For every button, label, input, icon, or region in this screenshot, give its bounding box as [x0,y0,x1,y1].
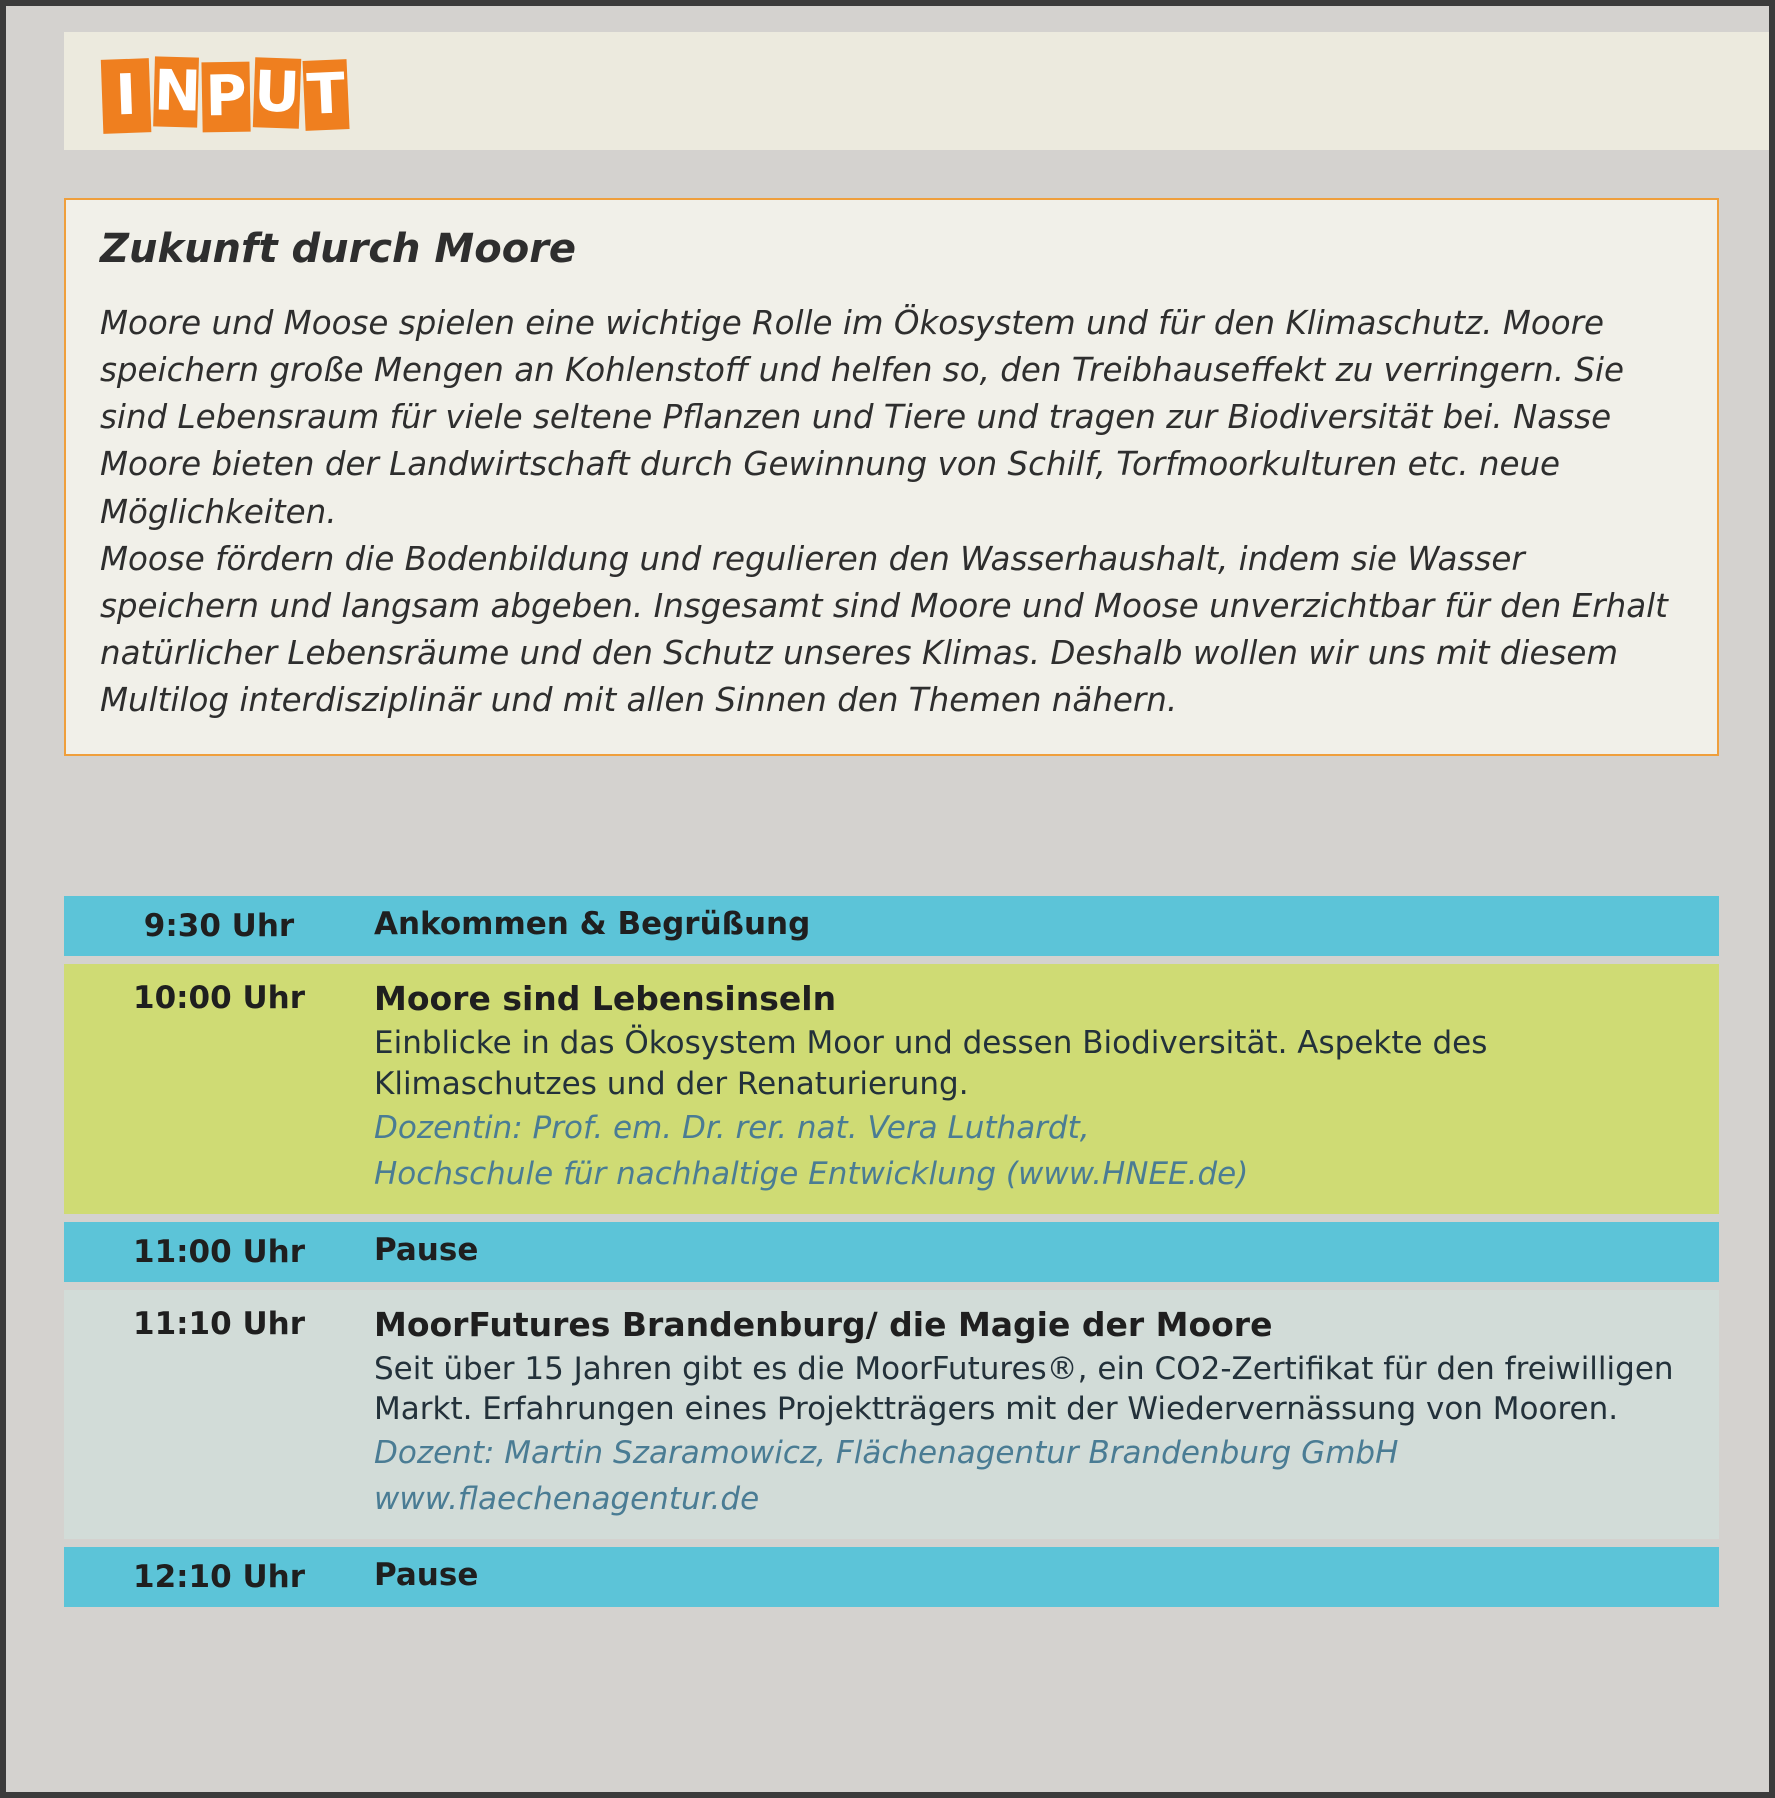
row-title: Pause [374,1231,479,1268]
input-logo [102,52,352,136]
row-time: 12:10 Uhr [133,1559,305,1596]
table-row [64,964,1719,1214]
logo-letter-n: N [153,56,199,127]
intro-paragraph-1: Moore und Moose spielen eine wichtige Rolle im Ökosystem und für den Klimaschutz. Moore speichern große Mengen an Kohlenstoff und helfen so, den Treibhauseffekt zu verringern. Sie sind Lebensraum für viele seltene Pflanzen und Tiere und tragen zur Biodiversität bei. Nasse Moore bieten der Landwirtschaft durch Gewinnung von Schilf, Torfmoorkulturen etc. neue Möglichkeiten. [100,304,1625,531]
row-speaker-line-1: Dozentin: Prof. em. Dr. rer. nat. Vera Luthardt, [374,1109,1090,1146]
row-time: 10:00 Uhr [133,980,305,1016]
row-title: MoorFutures Brandenburg/ die Magie der Moore [374,1304,1273,1344]
row-time: 9:30 Uhr [143,908,295,944]
logo-letter-u: U [253,57,301,129]
row-title: Moore sind Lebensinseln [374,979,837,1018]
row-content [374,1557,1719,1593]
row-spacer [64,1539,1719,1547]
logo-letter-p: P [201,62,250,133]
intro-title: Zukunft durch Moore [100,226,577,272]
row-content [374,906,1719,942]
row-spacer [64,1214,1719,1222]
row-title: Pause [374,1557,479,1594]
logo-letter-t: T [303,59,350,131]
schedule-list [64,896,1719,1607]
table-row [64,1547,1719,1607]
row-time: 11:10 Uhr [133,1305,305,1342]
table-row [64,1290,1719,1540]
row-spacer [64,956,1719,964]
row-spacer [64,1282,1719,1290]
row-content [374,1232,1719,1268]
table-row [64,896,1719,956]
row-title: Ankommen & Begrüßung [374,906,811,942]
row-content [374,1304,1719,1522]
intro-box [64,198,1719,756]
row-description: Einblicke in das Ökosystem Moor und dessen Biodiversität. Aspekte des Klimaschutzes und der Renaturierung. [374,1025,1488,1102]
intro-paragraph-2: Moose fördern die Bodenbildung und regulieren den Wasserhaushalt, indem sie Wasser speichern und langsam abgeben. Insgesamt sind Moore und Moose unverzichtbar für den Erhalt natürlicher Lebensräume und den Schutz unseres Klimas. Deshalb wollen wir uns mit diesem Multilog interdisziplinär und mit allen Sinnen den Themen nähern. [100,539,1668,719]
row-description: Seit über 15 Jahren gibt es die MoorFutures®, ein CO2-Zertifikat für den freiwilligen Markt. Erfahrungen eines Projektträgers mit der Wiedervernässung von Mooren. [374,1350,1674,1428]
row-speaker-line-2[interactable]: Hochschule für nachhaltige Entwicklung (www.HNEE.de) [374,1155,1249,1192]
row-time: 11:00 Uhr [133,1233,305,1270]
row-speaker-line-2[interactable]: www.flaechenagentur.de [374,1481,760,1518]
row-content [374,978,1719,1196]
header-band [6,6,1769,171]
row-speaker-line-1: Dozent: Martin Szaramowicz, Flächenagentur Brandenburg GmbH [374,1435,1399,1472]
logo-letter-i: I [101,58,152,134]
table-row [64,1222,1719,1282]
